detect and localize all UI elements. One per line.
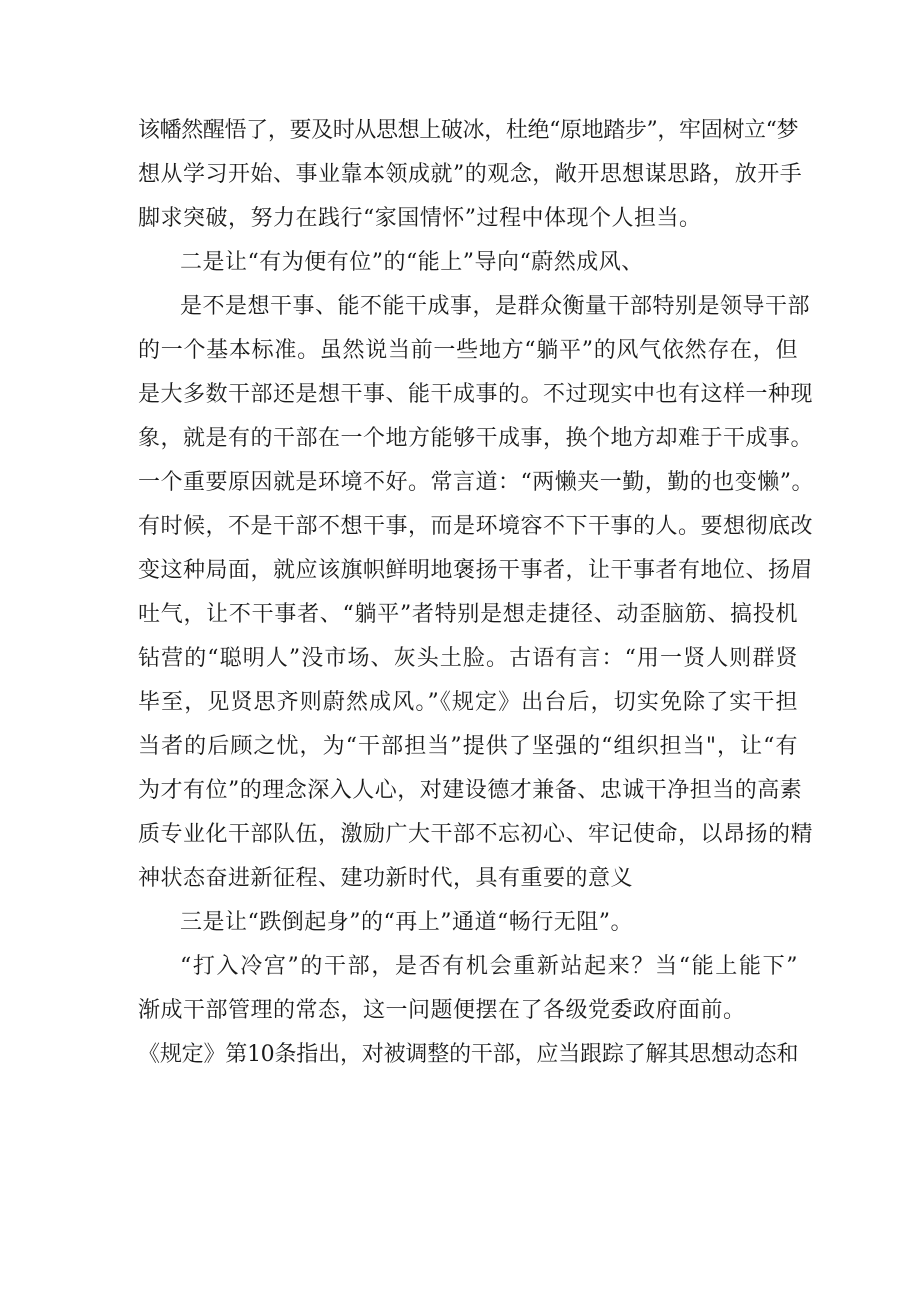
body-text-line: 毕至，见贤思齐则蔚然成风。”《规定》出台后，切实免除了实干担 — [138, 690, 798, 715]
body-text-line: 质专业化干部队伍，激励广大干部不忘初心、牢记使命，以昂扬的精 — [138, 822, 814, 847]
body-text-line: 当者的后顾之忧，为“干部担当”提供了坚强的“组织担当"，让“有 — [138, 734, 799, 759]
body-text-line: 钻营的“聪明人”没市场、灰头土脸。古语有言：“用一贤人则群贤 — [138, 646, 798, 671]
body-text-line: 神状态奋进新征程、建功新时代，具有重要的意义 — [138, 866, 634, 891]
body-text-line: 的一个基本标准。虽然说当前一些地方“躺平”的风气依然存在，但 — [138, 338, 798, 363]
body-text-line: 该幡然醒悟了，要及时从思想上破冰，杜绝“原地踏步”，牢固树立“梦 — [138, 118, 798, 143]
body-text-line: 变这种局面，就应该旗帜鲜明地褒扬干事者，让干事者有地位、扬眉 — [138, 558, 814, 583]
body-text-line: 象，就是有的干部在一个地方能够干成事，换个地方却难于干成事。 — [138, 426, 814, 451]
body-text-line: “打入冷宫”的干部，是否有机会重新站起来？当“能上能下” — [180, 954, 798, 979]
body-text-line: 渐成干部管理的常态，这一问题便摆在了各级党委政府面前。 — [138, 998, 746, 1023]
body-text-line: 《规定》第10条指出，对被调整的干部，应当跟踪了解其思想动态和 — [138, 1042, 798, 1067]
body-text-line: 是不是想干事、能不能干成事，是群众衡量干部特别是领导干部 — [180, 294, 811, 319]
section-heading: 三是让“跌倒起身”的“再上”通道“畅行无阻”。 — [180, 910, 633, 935]
body-text-line: 有时候，不是干部不想干事，而是环境容不下干事的人。要想彻底改 — [138, 514, 814, 539]
body-text-line: 想从学习开始、事业靠本领成就”的观念，敞开思想谋思路，放开手 — [138, 162, 803, 187]
body-text-line: 吐气，让不干事者、“躺平”者特别是想走捷径、动歪脑筋、搞投机 — [138, 602, 798, 627]
body-text-line: 为才有位”的理念深入人心，对建设德才兼备、忠诚干净担当的高素 — [138, 778, 803, 803]
body-text-line: 一个重要原因就是环境不好。常言道：“两懒夹一勤，勤的也变懒”。 — [138, 470, 814, 495]
section-heading: 二是让“有为便有位”的“能上”导向“蔚然成风、 — [180, 250, 644, 275]
body-text-line: 是大多数干部还是想干事、能干成事的。不过现实中也有这样一种现 — [138, 382, 814, 407]
body-text-line: 脚求突破，努力在践行“家国情怀”过程中体现个人担当。 — [138, 206, 702, 231]
